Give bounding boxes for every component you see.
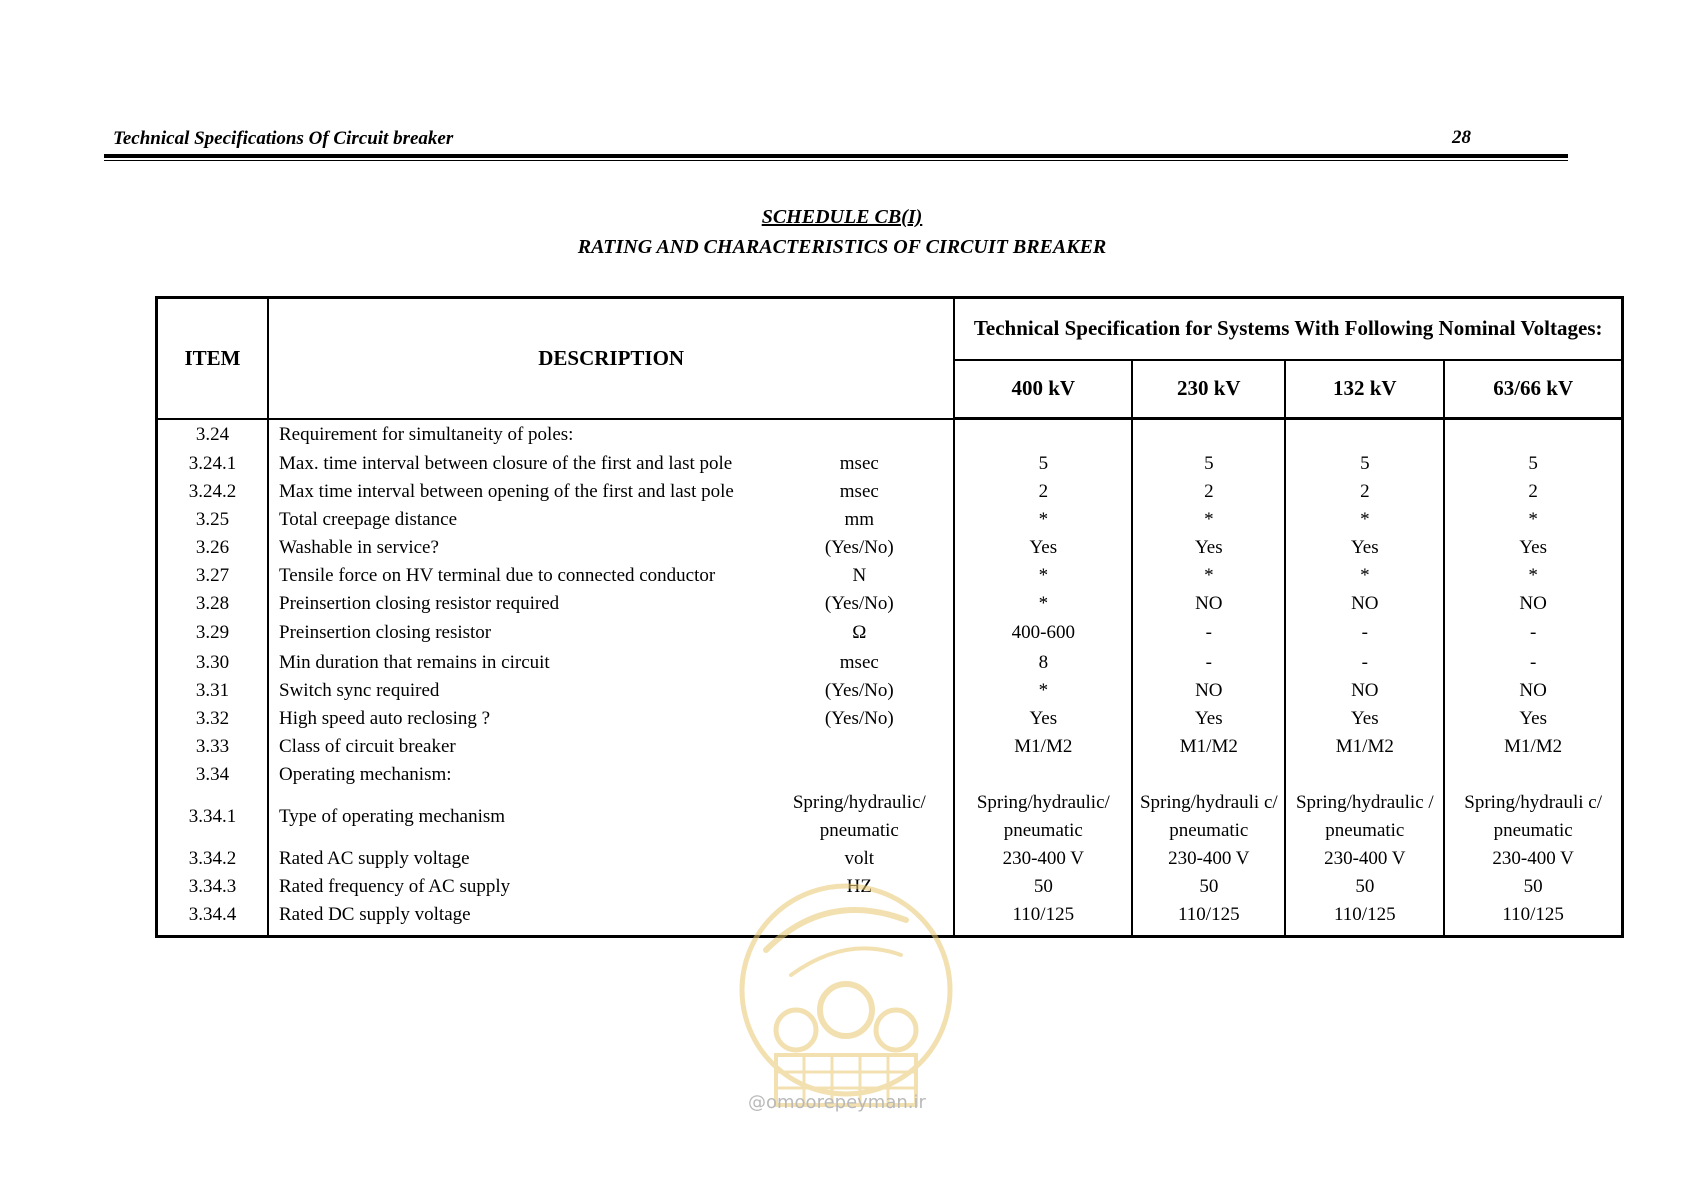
- table-row: [157, 506, 1623, 534]
- voltage-header-132kv: 132 kV: [1285, 360, 1444, 419]
- value-cell-63-66kv: *: [1444, 562, 1622, 590]
- table-body: [157, 419, 1623, 937]
- item-column-header: ITEM: [157, 298, 269, 419]
- item-number-cell: 3.31: [157, 677, 269, 705]
- unit-cell: [765, 733, 954, 761]
- value-cell-230kv: -: [1132, 618, 1285, 649]
- value-cell-132kv: Yes: [1285, 705, 1444, 733]
- description-cell: Rated DC supply voltage: [268, 901, 765, 937]
- schedule-subtitle: RATING AND CHARACTERISTICS OF CIRCUIT BREAKER: [577, 236, 1107, 258]
- value-cell-400kv: 8: [954, 649, 1132, 677]
- value-cell-400kv: *: [954, 562, 1132, 590]
- value-cell-63-66kv: Yes: [1444, 534, 1622, 562]
- value-cell-132kv: 110/125: [1285, 901, 1444, 937]
- value-cell-132kv: 230-400 V: [1285, 845, 1444, 873]
- value-cell-63-66kv: 50: [1444, 873, 1622, 901]
- value-cell-400kv: *: [954, 506, 1132, 534]
- value-cell-230kv: M1/M2: [1132, 733, 1285, 761]
- table-row: [157, 761, 1623, 789]
- value-cell-230kv: [1132, 419, 1285, 451]
- value-cell-400kv: 400-600: [954, 618, 1132, 649]
- value-cell-400kv: 2: [954, 478, 1132, 506]
- table-row: [157, 677, 1623, 705]
- unit-cell: msec: [765, 478, 954, 506]
- item-number-cell: 3.24: [157, 419, 269, 451]
- table-row: [157, 649, 1623, 677]
- item-number-cell: 3.24.1: [157, 450, 269, 478]
- description-cell: Requirement for simultaneity of poles:: [268, 419, 765, 451]
- value-cell-230kv: 230-400 V: [1132, 845, 1285, 873]
- value-cell-63-66kv: NO: [1444, 677, 1622, 705]
- unit-cell: [765, 419, 954, 451]
- unit-cell: HZ: [765, 873, 954, 901]
- unit-cell: [765, 761, 954, 789]
- table-row: [157, 419, 1623, 451]
- unit-cell: volt: [765, 845, 954, 873]
- value-cell-132kv: *: [1285, 562, 1444, 590]
- unit-cell: (Yes/No): [765, 534, 954, 562]
- value-cell-63-66kv: 110/125: [1444, 901, 1622, 937]
- item-number-cell: 3.27: [157, 562, 269, 590]
- value-cell-132kv: M1/M2: [1285, 733, 1444, 761]
- item-number-cell: 3.34.2: [157, 845, 269, 873]
- description-cell: Class of circuit breaker: [268, 733, 765, 761]
- schedule-title: SCHEDULE CB(I): [761, 206, 923, 228]
- value-cell-230kv: [1132, 761, 1285, 789]
- voltage-group-header: Technical Specification for Systems With Following Nominal Voltages:: [954, 298, 1622, 361]
- table-row: [157, 450, 1623, 478]
- unit-cell: Ω: [765, 618, 954, 649]
- item-number-cell: 3.34.3: [157, 873, 269, 901]
- value-cell-63-66kv: [1444, 419, 1622, 451]
- description-cell: Min duration that remains in circuit: [268, 649, 765, 677]
- page-header: [104, 126, 1568, 156]
- table-row: [157, 562, 1623, 590]
- value-cell-63-66kv: -: [1444, 649, 1622, 677]
- voltage-header-230kv: 230 kV: [1132, 360, 1285, 419]
- value-cell-63-66kv: Yes: [1444, 705, 1622, 733]
- watermark-text: @omoorepeyman.ir: [748, 1092, 926, 1113]
- value-cell-63-66kv: 2: [1444, 478, 1622, 506]
- item-number-cell: 3.29: [157, 618, 269, 649]
- value-cell-230kv: 5: [1132, 450, 1285, 478]
- description-cell: High speed auto reclosing ?: [268, 705, 765, 733]
- value-cell-230kv: -: [1132, 649, 1285, 677]
- value-cell-230kv: Yes: [1132, 534, 1285, 562]
- header-title: Technical Specifications Of Circuit breaker: [113, 128, 454, 149]
- page-number: 28: [1452, 127, 1471, 148]
- unit-cell: (Yes/No): [765, 705, 954, 733]
- description-cell: Rated AC supply voltage: [268, 845, 765, 873]
- value-cell-400kv: 5: [954, 450, 1132, 478]
- specification-table: [155, 296, 1624, 938]
- table-row: [157, 534, 1623, 562]
- description-cell: Max. time interval between closure of the first and last pole: [268, 450, 765, 478]
- table-row: [157, 590, 1623, 618]
- value-cell-400kv: *: [954, 677, 1132, 705]
- value-cell-230kv: Yes: [1132, 705, 1285, 733]
- value-cell-132kv: [1285, 419, 1444, 451]
- value-cell-230kv: *: [1132, 506, 1285, 534]
- item-number-cell: 3.28: [157, 590, 269, 618]
- description-cell: Preinsertion closing resistor required: [268, 590, 765, 618]
- value-cell-63-66kv: *: [1444, 506, 1622, 534]
- item-number-cell: 3.25: [157, 506, 269, 534]
- description-column-header: DESCRIPTION: [268, 298, 954, 419]
- unit-cell: msec: [765, 450, 954, 478]
- item-number-cell: 3.24.2: [157, 478, 269, 506]
- value-cell-63-66kv: NO: [1444, 590, 1622, 618]
- value-cell-132kv: Spring/hydraulic / pneumatic: [1285, 789, 1444, 845]
- value-cell-132kv: Yes: [1285, 534, 1444, 562]
- value-cell-63-66kv: 5: [1444, 450, 1622, 478]
- item-number-cell: 3.34.4: [157, 901, 269, 937]
- value-cell-230kv: NO: [1132, 677, 1285, 705]
- value-cell-230kv: 50: [1132, 873, 1285, 901]
- header-rule-thin: [104, 160, 1568, 161]
- value-cell-230kv: NO: [1132, 590, 1285, 618]
- description-cell: Total creepage distance: [268, 506, 765, 534]
- value-cell-400kv: [954, 761, 1132, 789]
- header-rule: [104, 154, 1568, 158]
- value-cell-132kv: NO: [1285, 677, 1444, 705]
- value-cell-132kv: -: [1285, 649, 1444, 677]
- value-cell-230kv: 110/125: [1132, 901, 1285, 937]
- item-number-cell: 3.34: [157, 761, 269, 789]
- value-cell-132kv: *: [1285, 506, 1444, 534]
- value-cell-132kv: -: [1285, 618, 1444, 649]
- item-number-cell: 3.34.1: [157, 789, 269, 845]
- value-cell-132kv: [1285, 761, 1444, 789]
- value-cell-230kv: *: [1132, 562, 1285, 590]
- value-cell-63-66kv: -: [1444, 618, 1622, 649]
- unit-cell: mm: [765, 506, 954, 534]
- value-cell-400kv: 50: [954, 873, 1132, 901]
- value-cell-400kv: M1/M2: [954, 733, 1132, 761]
- table-row: [157, 845, 1623, 873]
- item-number-cell: 3.30: [157, 649, 269, 677]
- value-cell-400kv: Yes: [954, 534, 1132, 562]
- value-cell-400kv: [954, 419, 1132, 451]
- value-cell-132kv: 2: [1285, 478, 1444, 506]
- value-cell-63-66kv: M1/M2: [1444, 733, 1622, 761]
- voltage-header-400kv: 400 kV: [954, 360, 1132, 419]
- value-cell-132kv: 50: [1285, 873, 1444, 901]
- value-cell-132kv: NO: [1285, 590, 1444, 618]
- table-row: [157, 705, 1623, 733]
- unit-cell: (Yes/No): [765, 677, 954, 705]
- value-cell-400kv: 230-400 V: [954, 845, 1132, 873]
- item-number-cell: 3.32: [157, 705, 269, 733]
- value-cell-400kv: 110/125: [954, 901, 1132, 937]
- value-cell-230kv: Spring/hydrauli c/ pneumatic: [1132, 789, 1285, 845]
- unit-cell: Spring/hydraulic/ pneumatic: [765, 789, 954, 845]
- watermark-logo: [736, 880, 956, 1120]
- description-cell: Type of operating mechanism: [268, 789, 765, 845]
- table-row: [157, 618, 1623, 649]
- table-row: [157, 733, 1623, 761]
- description-cell: Preinsertion closing resistor: [268, 618, 765, 649]
- description-cell: Operating mechanism:: [268, 761, 765, 789]
- unit-cell: msec: [765, 649, 954, 677]
- value-cell-63-66kv: 230-400 V: [1444, 845, 1622, 873]
- unit-cell: N: [765, 562, 954, 590]
- value-cell-400kv: Spring/hydraulic/ pneumatic: [954, 789, 1132, 845]
- table-row: [157, 478, 1623, 506]
- description-cell: Washable in service?: [268, 534, 765, 562]
- description-cell: Tensile force on HV terminal due to connected conductor: [268, 562, 765, 590]
- description-cell: Switch sync required: [268, 677, 765, 705]
- item-number-cell: 3.26: [157, 534, 269, 562]
- value-cell-400kv: Yes: [954, 705, 1132, 733]
- voltage-header-63-66kv: 63/66 kV: [1444, 360, 1622, 419]
- value-cell-63-66kv: [1444, 761, 1622, 789]
- value-cell-230kv: 2: [1132, 478, 1285, 506]
- value-cell-132kv: 5: [1285, 450, 1444, 478]
- description-cell: Rated frequency of AC supply: [268, 873, 765, 901]
- description-cell: Max time interval between opening of the first and last pole: [268, 478, 765, 506]
- unit-cell: (Yes/No): [765, 590, 954, 618]
- item-number-cell: 3.33: [157, 733, 269, 761]
- table-row: [157, 789, 1623, 845]
- value-cell-63-66kv: Spring/hydrauli c/ pneumatic: [1444, 789, 1622, 845]
- value-cell-400kv: *: [954, 590, 1132, 618]
